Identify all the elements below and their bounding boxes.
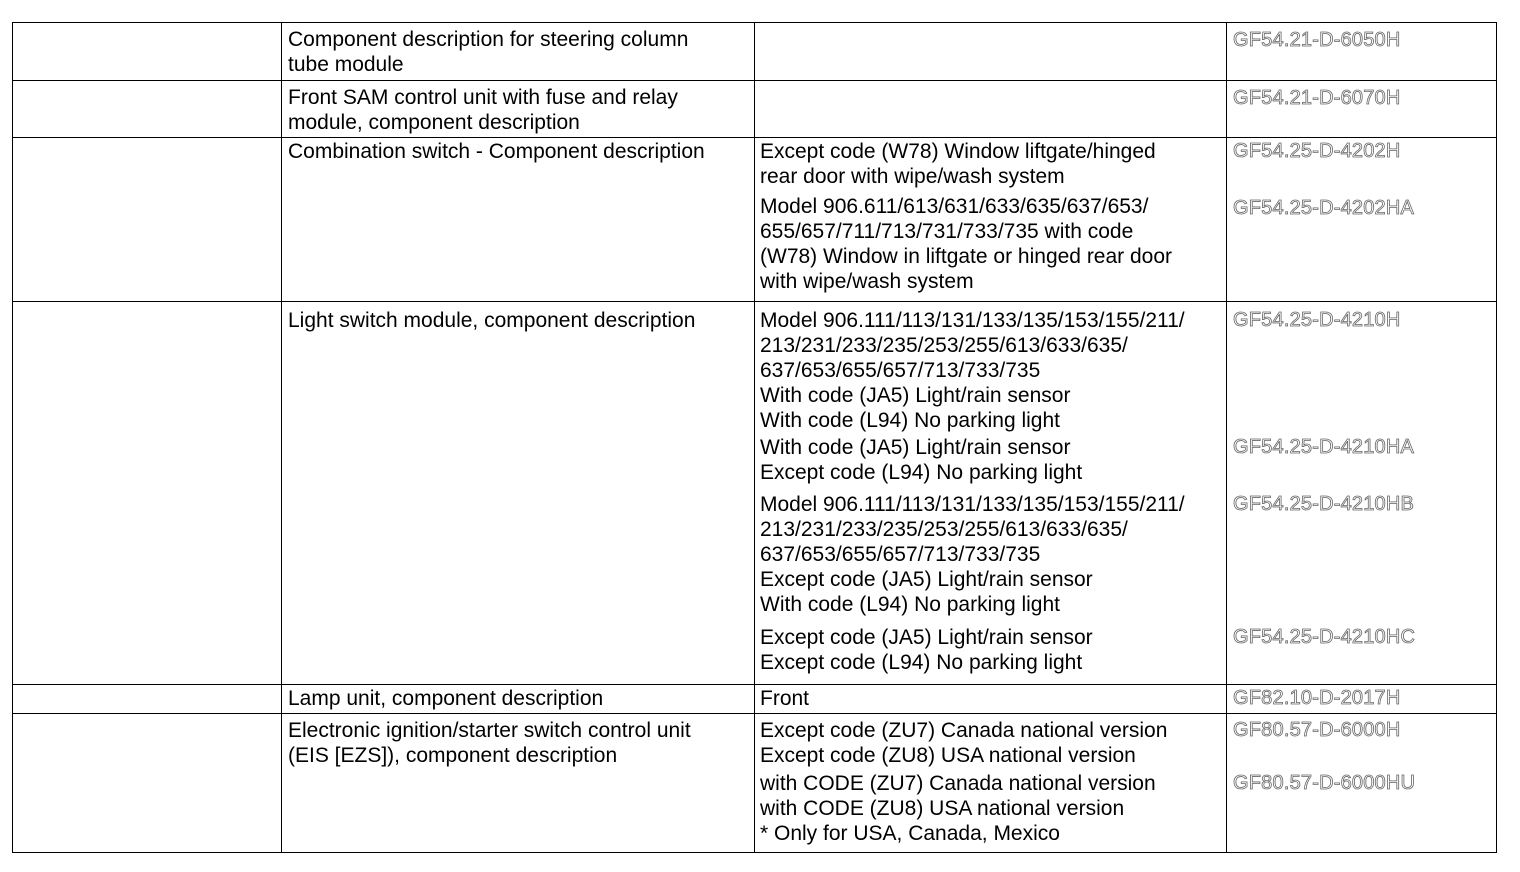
condition-text: Except code (ZU7) Canada national version Except code (ZU8) USA national version — [760, 719, 1168, 767]
component-cell — [282, 302, 755, 685]
empty-group-cell — [13, 685, 282, 714]
condition-cell — [755, 81, 1227, 138]
condition-cell — [755, 714, 1227, 853]
condition-cell — [755, 685, 1227, 714]
condition-text: Model 906.111/113/131/133/135/153/155/211/ 213/231/233/235/253/255/613/633/635/ 637/653/655/657/713/733/735 Except code (JA5) Light/rain sensor With code (L94) No parking light — [760, 493, 1185, 616]
document-link[interactable]: GF82.10-D-2017H — [1233, 687, 1401, 709]
document-link[interactable]: GF54.25-D-4210HC — [1233, 626, 1416, 648]
document-link[interactable]: GF80.57-D-6000H — [1233, 719, 1401, 741]
condition-cell — [755, 138, 1227, 302]
condition-text: with CODE (ZU7) Canada national version with CODE (ZU8) USA national version * Only for USA, Canada, Mexico — [760, 772, 1156, 845]
empty-group-cell — [13, 23, 282, 81]
document-link[interactable]: GF80.57-D-6000HU — [1233, 772, 1416, 794]
component-label: Electronic ignition/starter switch control unit (EIS [EZS]), component description — [288, 719, 691, 767]
table-row — [13, 714, 1497, 853]
table-row — [13, 81, 1497, 138]
document-link[interactable]: GF54.25-D-4210HB — [1233, 493, 1415, 515]
document-link[interactable]: GF54.21-D-6050H — [1233, 29, 1401, 51]
condition-text — [755, 23, 1226, 24]
component-label: Light switch module, component description — [288, 309, 696, 332]
component-cell — [282, 714, 755, 853]
component-cell — [282, 138, 755, 302]
component-cell — [282, 685, 755, 714]
document-link[interactable]: GF54.25-D-4210H — [1233, 309, 1401, 331]
document-link[interactable]: GF54.25-D-4210HA — [1233, 436, 1415, 458]
table-row — [13, 23, 1497, 81]
condition-text: Except code (JA5) Light/rain sensor Except code (L94) No parking light — [760, 626, 1093, 674]
component-label: Component description for steering column tube module — [288, 28, 689, 76]
empty-group-cell — [13, 138, 282, 302]
table-row — [13, 302, 1497, 685]
empty-group-cell — [13, 302, 282, 685]
document-cell — [1227, 714, 1497, 853]
component-label: Lamp unit, component description — [288, 687, 604, 710]
document-cell — [1227, 23, 1497, 81]
condition-text: With code (JA5) Light/rain sensor Except code (L94) No parking light — [760, 436, 1083, 484]
component-label: Combination switch - Component description — [288, 140, 705, 163]
document-link[interactable]: GF54.25-D-4202H — [1233, 140, 1401, 162]
document-cell — [1227, 138, 1497, 302]
condition-cell — [755, 302, 1227, 685]
table-row — [13, 138, 1497, 302]
component-cell — [282, 81, 755, 138]
document-reference-table — [12, 22, 1497, 853]
condition-text: Model 906.111/113/131/133/135/153/155/211/ 213/231/233/235/253/255/613/633/635/ 637/653/655/657/713/733/735 With code (JA5) Light/rain sensor With code (L94) No parking light — [760, 309, 1185, 432]
component-label: Front SAM control unit with fuse and relay module, component description — [288, 86, 678, 134]
condition-text — [755, 81, 1226, 82]
component-cell — [282, 23, 755, 81]
condition-text: Front — [760, 687, 810, 710]
condition-text: Except code (W78) Window liftgate/hinged rear door with wipe/wash system — [760, 140, 1156, 188]
document-cell — [1227, 685, 1497, 714]
condition-cell — [755, 23, 1227, 81]
document-link[interactable]: GF54.21-D-6070H — [1233, 87, 1401, 109]
condition-text: Model 906.611/613/631/633/635/637/653/ 655/657/711/713/731/733/735 with code (W78) Window in liftgate or hinged rear door with wipe/wash system — [760, 195, 1173, 293]
table-row — [13, 685, 1497, 714]
document-cell — [1227, 302, 1497, 685]
document-link[interactable]: GF54.25-D-4202HA — [1233, 197, 1415, 219]
empty-group-cell — [13, 81, 282, 138]
document-cell — [1227, 81, 1497, 138]
empty-group-cell — [13, 714, 282, 853]
